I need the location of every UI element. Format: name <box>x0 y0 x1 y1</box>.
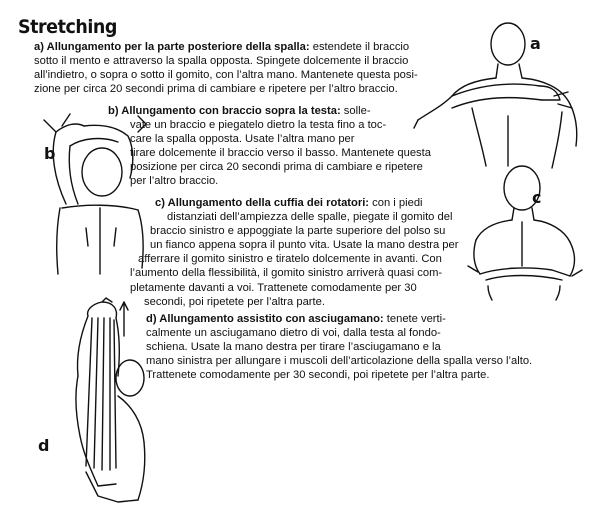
section-d-text <box>146 312 532 382</box>
section-a-text <box>34 40 418 96</box>
section-b-line-2: care la spalla opposta. Usate l’altra mano per <box>130 133 355 146</box>
figure-label-c: c <box>532 188 542 207</box>
section-d-line-4: Trattenete comodamente per 30 secondi, poi ripetete per l’altra parte. <box>146 369 490 382</box>
figure-label-d: d <box>38 436 50 455</box>
section-c-line-0: con i piedi <box>369 197 423 209</box>
page-title: Stretching <box>18 16 117 38</box>
section-b-line-0: solle- <box>340 105 371 117</box>
section-b-line-3: tirare dolcemente il braccio verso il basso. Mantenete questa <box>130 147 431 160</box>
section-d-heading: d) Allungamento assistito con asciugamano: <box>146 313 384 325</box>
section-a-line-1: sotto il mento e attraverso la spalla opposta. Spingete dolcemente il braccio <box>34 55 409 68</box>
section-d-line-2: schiena. Usate la mano destra per tirare l’asciugamano e la <box>146 341 441 354</box>
figure-d-illustration <box>58 296 156 514</box>
section-b-line-5: per l’altro braccio. <box>130 175 219 188</box>
section-d-line-3: mano sinistra per allungare i muscoli dell’articolazione della spalla verso l’alto. <box>146 355 533 368</box>
section-b-line-4: posizione per circa 20 secondi prima di cambiare e ripetere <box>130 161 423 174</box>
section-d-line-0: tenete verti- <box>383 313 446 325</box>
section-b-text <box>108 104 431 189</box>
section-a-line-0: estendete il braccio <box>309 41 410 53</box>
figure-c-illustration <box>466 162 590 302</box>
section-b-line-1: vate un braccio e piegatelo dietro la testa fino a toc- <box>130 119 387 132</box>
figure-label-a: a <box>530 34 541 53</box>
section-c-line-1: distanziati dell’ampiezza delle spalle, piegate il gomito del <box>167 211 453 224</box>
section-a-heading: a) Allungamento per la parte posteriore della spalla: <box>34 41 310 53</box>
figure-b-illustration <box>26 108 156 280</box>
section-c-line-2: braccio sinistro e appoggiate la parte superiore del polso su <box>150 225 446 238</box>
section-c-line-7: secondi, poi ripetete per l’altra parte. <box>144 295 325 308</box>
section-d-line-1: calmente un asciugamano dietro di voi, dalla testa al fondo- <box>146 327 441 340</box>
section-c-line-6: pletamente davanti a voi. Trattenete comodamente per 30 <box>130 281 417 294</box>
section-b-heading: b) Allungamento con braccio sopra la testa: <box>108 105 341 117</box>
figure-a-illustration <box>412 16 592 181</box>
figure-label-b: b <box>44 144 56 163</box>
section-c-line-3: un fianco appena sopra il punto vita. Usate la mano destra per <box>150 239 459 252</box>
section-c-line-4: afferrare il gomito sinistro e tiratelo dolcemente in avanti. Con <box>138 253 442 266</box>
section-c-heading: c) Allungamento della cuffia dei rotatori: <box>155 197 370 209</box>
section-a-line-3: zione per circa 20 secondi prima di cambiare e ripetere per l’altro braccio. <box>34 83 398 96</box>
section-c-line-5: l’aumento della flessibilità, il gomito sinistro arriverà quasi com- <box>130 267 443 280</box>
section-a-line-2: all’indietro, o sopra o sotto il gomito, con l’altra mano. Mantenete questa posi- <box>34 69 418 82</box>
section-c-text <box>130 196 458 309</box>
